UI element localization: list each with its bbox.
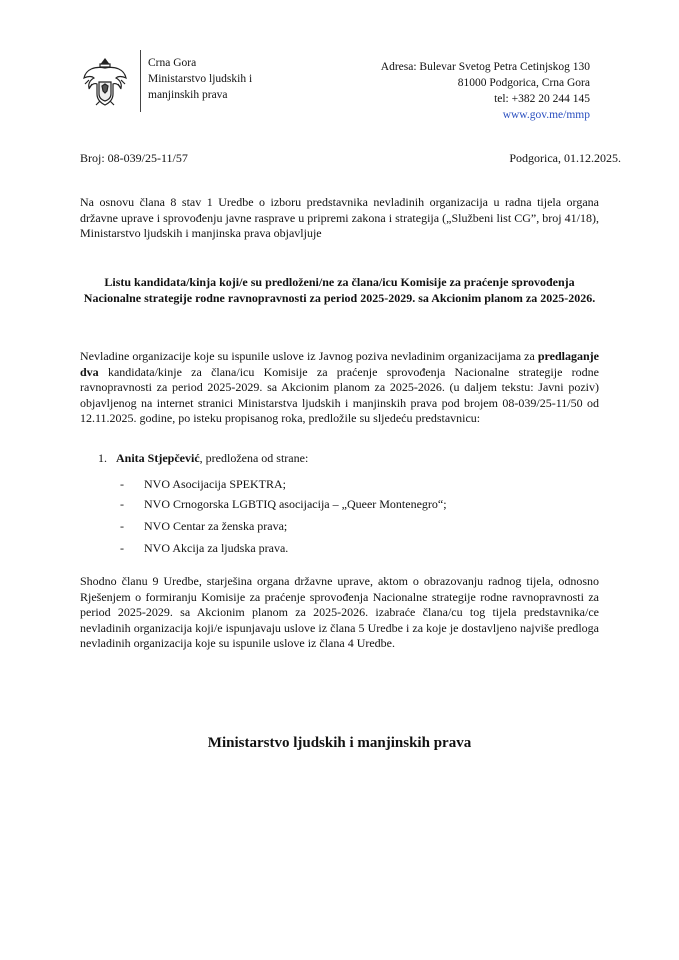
candidate-suffix: , predložena od strane: — [199, 451, 309, 465]
bullet-dash-icon: - — [120, 541, 124, 555]
nominator-text: NVO Centar za ženska prava; — [144, 519, 288, 533]
nominator-text: NVO Akcija za ljudska prava. — [144, 541, 289, 555]
body-paragraph — [80, 349, 599, 427]
org-ministry-line2: manjinskih prava — [148, 89, 228, 101]
header-divider — [140, 50, 141, 112]
phone: tel: +382 20 244 145 — [494, 93, 590, 105]
nominator-text: NVO Asocijacija SPEKTRA; — [144, 477, 286, 491]
bullet-dash-icon: - — [120, 477, 124, 491]
candidate-item — [98, 451, 308, 466]
nominator-text: NVO Crnogorska LGBTIQ asocijacija – „Queer Montenegro“; — [144, 497, 447, 511]
org-country: Crna Gora — [148, 57, 197, 69]
organization-block — [148, 55, 252, 103]
reference-number: Broj: 08-039/25-11/57 — [80, 151, 188, 165]
body-text-after: kandidata/kinje za člana/icu Komisije za praćenje sprovođenja Nacionalne strategije rodne ravnopravnosti za period 2025-2029. sa Akcionim planom za 2025-2026. (u daljem tekstu: Javni poziv) objavljenog na internet stranici Ministarstva ljudskih i manjinskih prava pod brojem 08-039/25-11/50 od 12.11.2025. godine, po isteku propisanog roka, predložile su sljedeću predstavnicu: — [80, 364, 599, 425]
body-text-bold: predlaganje dva — [80, 349, 599, 379]
bullet-dash-icon: - — [120, 497, 124, 511]
org-ministry-line1: Ministarstvo ljudskih i — [148, 73, 253, 85]
coat-of-arms-icon — [80, 56, 130, 108]
candidate-number: 1. — [98, 451, 107, 465]
address-line2: 81000 Podgorica, Crna Gora — [457, 77, 590, 89]
contact-block — [381, 59, 590, 123]
website-link[interactable]: www.gov.me/mmp — [502, 109, 590, 121]
candidate-name: Anita Stjepčević — [116, 451, 200, 465]
signature: Ministarstvo ljudskih i manjinskih prava — [207, 735, 472, 751]
document-title: Listu kandidata/kinja koji/e su predloženi/ne za člana/icu Komisije za praćenje sprovođenja Nacionalne strategije rodne ravnopravnosti za period 2025-2029. sa Akcionim planom za 2025-2026. — [83, 275, 596, 305]
bullet-dash-icon: - — [120, 519, 124, 533]
address-line1: Adresa: Bulevar Svetog Petra Cetinjskog 130 — [380, 61, 590, 73]
intro-paragraph: Na osnovu člana 8 stav 1 Uredbe o izboru predstavnika nevladinih organizacija u radna tijela organa državne uprave i sprovođenju javne rasprave u pripremi zakona i strategija („Službeni list CG”, broj 41/18), Ministarstvo ljudskih i manjinska prava objavljuje — [80, 195, 599, 240]
place-date: Podgorica, 01.12.2025. — [509, 151, 621, 165]
body-text-before: Nevladine organizacije koje su ispunile uslove iz Javnog poziva nevladinim organizacijama za — [80, 349, 538, 363]
closing-paragraph: Shodno članu 9 Uredbe, starješina organa državne uprave, aktom o obrazovanju radnog tijela, odnosno Rješenjem o formiranju Komisije za praćenje sprovođenja Nacionalne strategije rodne ravnopravnosti za period 2025-2029. sa Akcionim planom za 2025-2026. izabraće člana/cu tog tijela predstavnika/ce nevladinih organizacija koji/e ispunjavaju uslove iz člana 5 Uredbe i za koje je dostavljeno najviše predloga nevladinih organizacija koje su ispunile uslove iz člana 4 Uredbe. — [80, 574, 599, 650]
